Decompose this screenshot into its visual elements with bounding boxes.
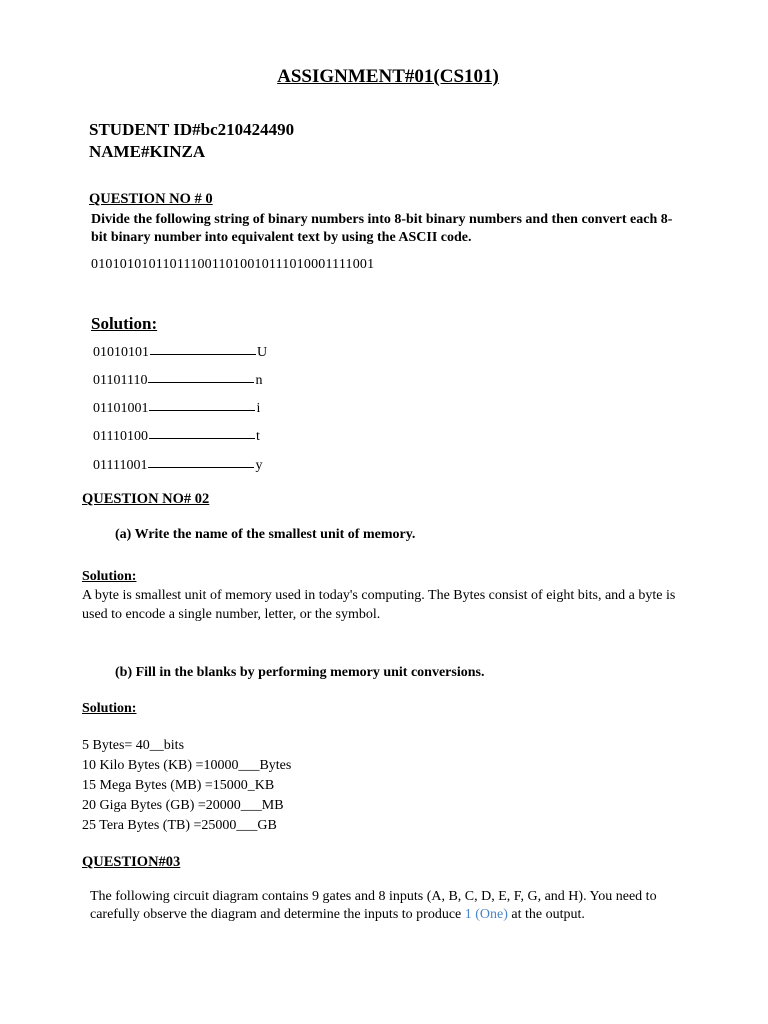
solution-a-text: A byte is smallest unit of memory used in today's computing. The Bytes consist of eight bits, and a byte is used to encode a single number, letter, or the symbol.: [82, 588, 676, 622]
student-name: NAME#KINZA: [89, 142, 206, 161]
conversion-row: [93, 458, 262, 474]
question3-text: [90, 888, 690, 924]
question0-text: Divide the following string of binary numbers into 8-bit binary numbers and then convert each 8- bit binary number into equivalent text by using the ASCII code.: [91, 212, 673, 245]
conversion-char: y: [255, 458, 263, 473]
fill-blank-line: 10 Kilo Bytes (KB) =10000___Bytes: [82, 758, 292, 773]
question3-highlight: 1 (One): [464, 907, 508, 922]
conversion-char: t: [255, 429, 260, 444]
question3-heading: QUESTION#03: [82, 854, 181, 870]
question3-text-before: The following circuit diagram contains 9 gates and 8 inputs (A, B, C, D, E, F, G, and H). You need to carefully observe the diagram and determine the inputs to produce: [90, 889, 657, 922]
conversion-char: n: [255, 373, 263, 388]
fill-blank-list: [82, 736, 291, 836]
question2-heading: QUESTION NO# 02: [82, 491, 210, 507]
student-info: [89, 119, 294, 163]
question0-heading: QUESTION NO # 0: [89, 191, 213, 207]
conversion-row: [93, 345, 267, 361]
conversion-bits: 01101110: [93, 373, 148, 388]
conversion-bits: 01010101: [93, 345, 149, 360]
binary-string: 0101010101101110011010010111010001111001: [91, 257, 375, 272]
conversion-row: [93, 373, 262, 389]
fill-blank-line: 15 Mega Bytes (MB) =15000_KB: [82, 778, 275, 793]
fill-blank-line: 20 Giga Bytes (GB) =20000___MB: [82, 798, 284, 813]
fill-blank-line: 25 Tera Bytes (TB) =25000___GB: [82, 818, 277, 833]
question2-part-b: (b) Fill in the blanks by performing memory unit conversions.: [115, 665, 485, 680]
conversion-char: i: [256, 401, 261, 416]
conversion-bits: 01101001: [93, 401, 149, 416]
conversion-bits: 01110100: [93, 429, 148, 444]
conversion-row: [93, 401, 260, 417]
solution-b-heading: Solution:: [82, 701, 137, 716]
solution-heading: Solution:: [91, 314, 158, 333]
solution-a-heading: Solution:: [82, 569, 137, 584]
question3-text-after: at the output.: [507, 907, 585, 922]
conversion-char: U: [257, 345, 268, 360]
question2-part-a: (a) Write the name of the smallest unit of memory.: [115, 527, 416, 542]
assignment-title: ASSIGNMENT#01(CS101): [277, 66, 499, 87]
student-id: STUDENT ID#bc210424490: [89, 120, 295, 139]
conversion-bits: 01111001: [93, 458, 148, 473]
conversion-row: [93, 429, 260, 445]
fill-blank-line: 5 Bytes= 40__bits: [82, 738, 185, 753]
